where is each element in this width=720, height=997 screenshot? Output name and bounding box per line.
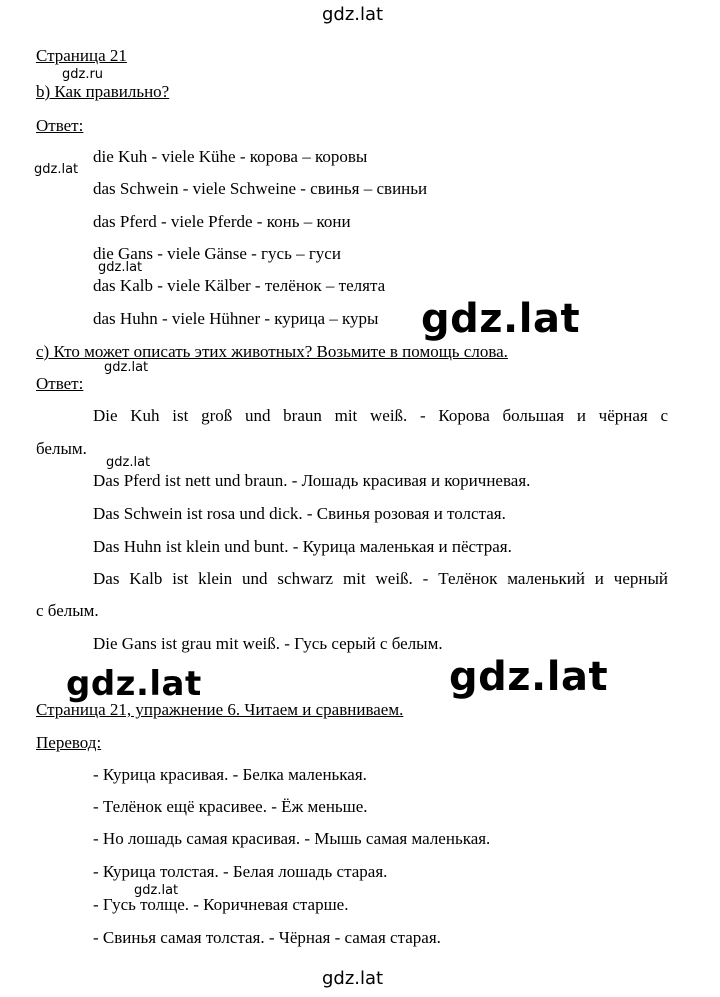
watermark-6: gdz.lat bbox=[134, 883, 179, 898]
answer-label-2: Ответ: bbox=[36, 374, 84, 393]
task-c-heading: c) Кто может описать этих животных? Возьмите в помощь слова. bbox=[36, 342, 508, 361]
description-2: Das Pferd ist nett und braun. - Лошадь красивая и коричневая. bbox=[93, 471, 531, 490]
translation-line-6: - Свинья самая толстая. - Чёрная - самая старая. bbox=[93, 928, 441, 947]
watermark-5: gdz.lat bbox=[106, 455, 151, 470]
translation-line-1: - Курица красивая. - Белка маленькая. bbox=[93, 765, 367, 784]
watermark-big-1: gdz.lat bbox=[421, 296, 581, 342]
description-1-line-1: Die Kuh ist groß und braun mit weiß. - Корова большая и чёрная с bbox=[93, 406, 668, 425]
description-3: Das Schwein ist rosa und dick. - Свинья розовая и толстая. bbox=[93, 504, 506, 523]
translation-label: Перевод: bbox=[36, 733, 102, 752]
noun-line-6: das Huhn - viele Hühner - курица – куры bbox=[93, 309, 379, 328]
noun-line-5: das Kalb - viele Kälber - телёнок – телята bbox=[93, 276, 386, 295]
watermark-4: gdz.lat bbox=[104, 360, 149, 375]
description-5-line-2: с белым. bbox=[36, 601, 99, 620]
watermark-3: gdz.lat bbox=[98, 260, 143, 275]
translation-line-2: - Телёнок ещё красивее. - Ёж меньше. bbox=[93, 797, 368, 816]
task-b-heading: b) Как правильно? bbox=[36, 82, 170, 101]
noun-line-4: die Gans - viele Gänse - гусь – гуси bbox=[93, 244, 341, 263]
description-5-line-1: Das Kalb ist klein und schwarz mit weiß. - Телёнок маленький и черный bbox=[93, 569, 668, 588]
translation-line-5: - Гусь толще. - Коричневая старше. bbox=[93, 895, 349, 914]
watermark-big-2: gdz.lat bbox=[66, 664, 202, 704]
answer-label-1: Ответ: bbox=[36, 116, 84, 135]
noun-line-2: das Schwein - viele Schweine - свинья – свиньи bbox=[93, 179, 428, 198]
noun-line-1: die Kuh - viele Kühe - корова – коровы bbox=[93, 147, 368, 166]
exercise-6-heading: Страница 21, упражнение 6. Читаем и сравниваем. bbox=[36, 700, 404, 719]
watermark-2: gdz.lat bbox=[34, 162, 79, 177]
noun-line-3: das Pferd - viele Pferde - конь – кони bbox=[93, 212, 351, 231]
watermark-top: gdz.lat bbox=[322, 4, 384, 25]
description-4: Das Huhn ist klein und bunt. - Курица маленькая и пёстрая. bbox=[93, 537, 512, 556]
watermark-bottom: gdz.lat bbox=[322, 968, 384, 989]
description-1-line-2: белым. bbox=[36, 439, 87, 458]
page-title: Страница 21 bbox=[36, 46, 127, 65]
watermark-gdz-ru: gdz.ru bbox=[62, 67, 104, 82]
translation-line-4: - Курица толстая. - Белая лошадь старая. bbox=[93, 862, 388, 881]
translation-line-3: - Но лошадь самая красивая. - Мышь самая маленькая. bbox=[93, 829, 491, 848]
description-6: Die Gans ist grau mit weiß. - Гусь серый с белым. bbox=[93, 634, 443, 653]
watermark-big-3: gdz.lat bbox=[449, 654, 609, 700]
